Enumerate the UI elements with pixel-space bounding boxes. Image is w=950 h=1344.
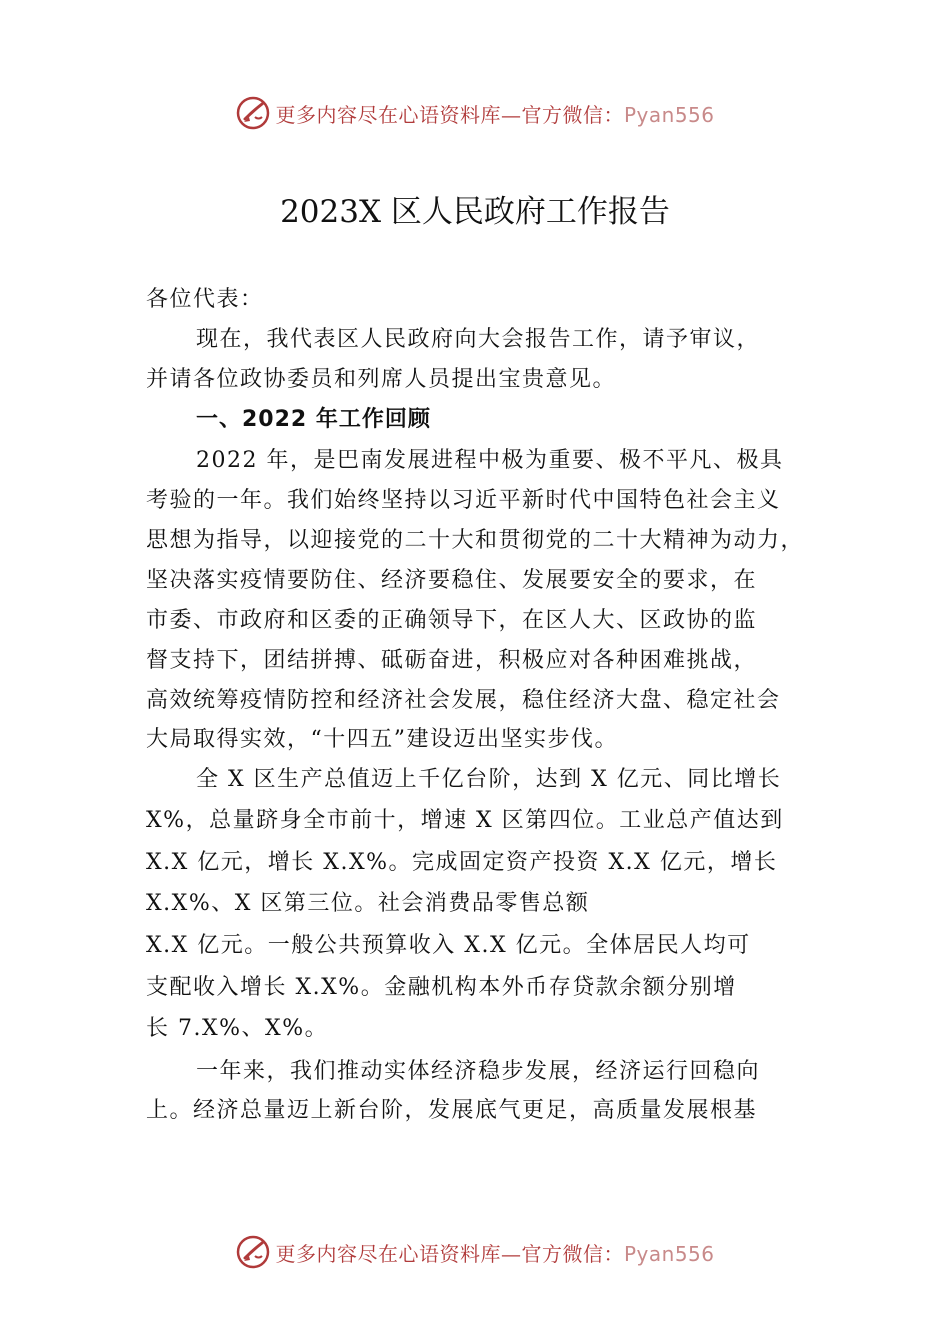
paragraph-line: X.X%、X 区第三位。社会消费品零售总额 (146, 891, 590, 916)
watermark-label: 更多内容尽在心语资料库—官方微信： (275, 102, 624, 127)
paragraph-line: 全 X 区生产总值迈上千亿台阶，达到 X 亿元、同比增长 (196, 767, 782, 792)
salutation: 各位代表： (146, 287, 264, 312)
brush-logo-icon (235, 1234, 271, 1270)
paragraph-line: 一年来，我们推动实体经济稳步发展，经济运行回稳向 (196, 1059, 761, 1084)
paragraph-line: 2022 年，是巴南发展进程中极为重要、极不平凡、极具 (196, 448, 784, 473)
paragraph-line: X.X 亿元，增长 X.X%。完成固定资产投资 X.X 亿元，增长 (146, 850, 778, 875)
watermark-banner-bottom (0, 1232, 950, 1272)
paragraph-line: 坚决落实疫情要防住、经济要稳住、发展要安全的要求，在 (146, 568, 758, 593)
wechat-id: Pyan556 (623, 1241, 715, 1266)
watermark-text (275, 99, 714, 128)
watermark-text (275, 1238, 714, 1267)
paragraph-line: X.X 亿元。一般公共预算收入 X.X 亿元。全体居民人均可 (146, 933, 751, 958)
paragraph-line: X%，总量跻身全市前十，增速 X 区第四位。工业总产值达到 (146, 808, 784, 833)
paragraph-line: 现在，我代表区人民政府向大会报告工作，请予审议， (196, 327, 761, 352)
paragraph-line: 上。经济总量迈上新台阶，发展底气更足，高质量发展根基 (146, 1098, 758, 1123)
paragraph-line: 长 7.X%、X%。 (146, 1016, 329, 1041)
watermark-banner-top (0, 93, 950, 133)
paragraph-line: 市委、市政府和区委的正确领导下，在区人大、区政协的监 (146, 608, 758, 633)
paragraph-line: 支配收入增长 X.X%。金融机构本外币存贷款余额分别增 (146, 975, 737, 1000)
wechat-id: Pyan556 (623, 102, 715, 127)
paragraph-line: 高效统筹疫情防控和经济社会发展，稳住经济大盘、稳定社会 (146, 688, 781, 713)
paragraph-line: 大局取得实效，“十四五”建设迈出坚实步伐。 (146, 727, 618, 752)
paragraph-line: 并请各位政协委员和列席人员提出宝贵意见。 (146, 367, 617, 392)
paragraph-line: 考验的一年。我们始终坚持以习近平新时代中国特色社会主义 (146, 488, 781, 513)
paragraph-line: 思想为指导，以迎接党的二十大和贯彻党的二十大精神为动力， (146, 528, 805, 553)
brush-logo-icon (235, 95, 271, 131)
document-title: 2023X 区人民政府工作报告 (280, 194, 670, 230)
section-heading: 一、2022 年工作回顾 (196, 407, 431, 432)
watermark-label: 更多内容尽在心语资料库—官方微信： (275, 1241, 624, 1266)
paragraph-line: 督支持下，团结拼搏、砥砺奋进，积极应对各种困难挑战， (146, 648, 758, 673)
